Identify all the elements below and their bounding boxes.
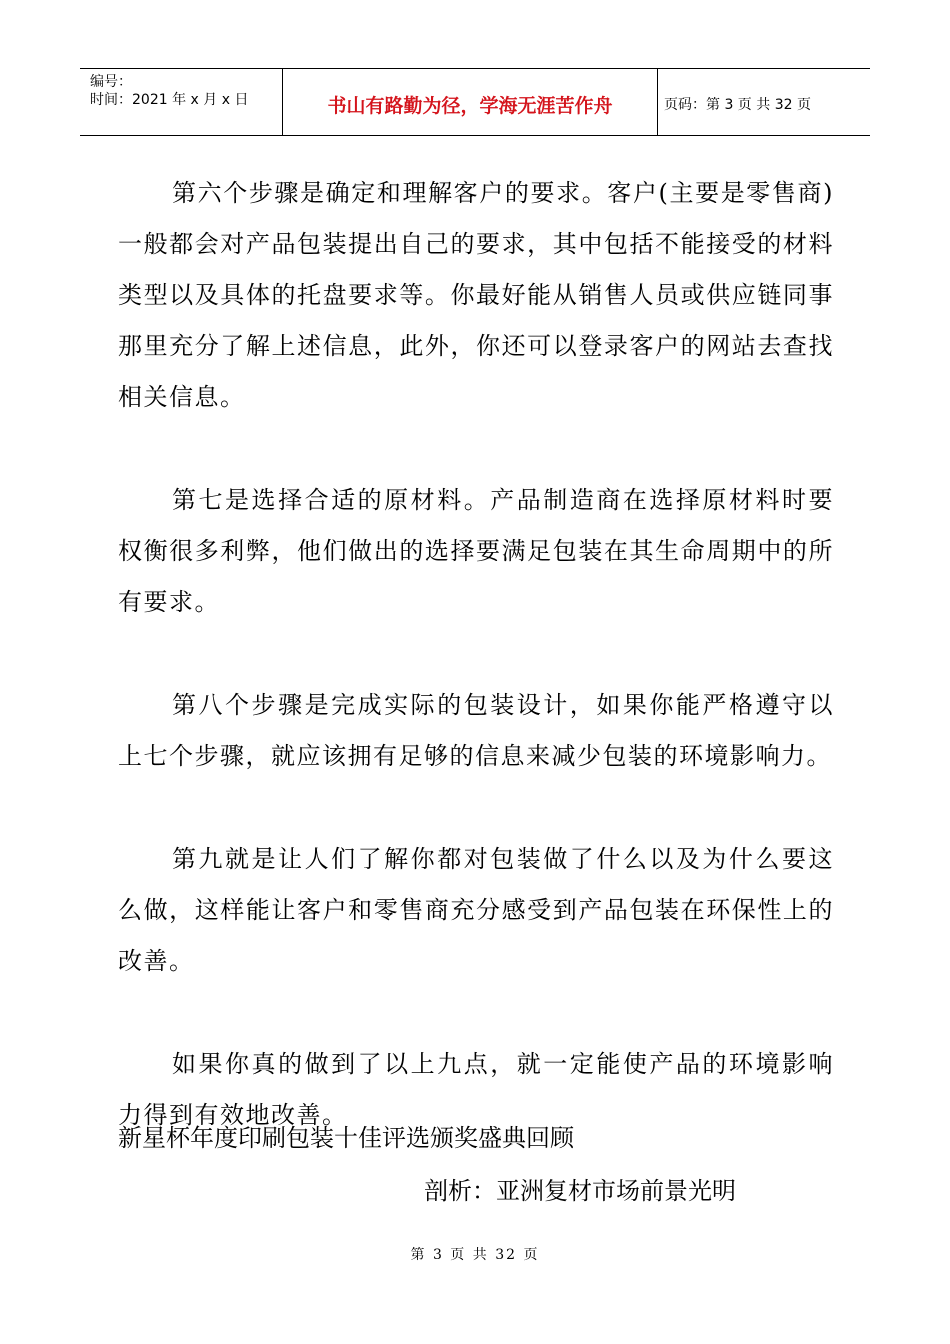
paragraph-step-six: 第六个步骤是确定和理解客户的要求。客户(主要是零售商)一般都会对产品包装提出自己的要求，其中包括不能接受的材料类型以及具体的托盘要求等。你最好能从销售人员或供应链同事那里充分了解上述信息，此外，你还可以登录客户的网站去查找相关信息。: [118, 179, 834, 411]
page-header: [80, 68, 870, 136]
paragraph-step-eight: 第八个步骤是完成实际的包装设计，如果你能严格遵守以上七个步骤，就应该拥有足够的信息来减少包装的环境影响力。: [118, 691, 834, 770]
header-page-info: 页码：第 3 页 共 32 页: [664, 97, 811, 113]
header-meta: [80, 69, 283, 135]
header-motto: 书山有路勤为径，学海无涯苦作舟: [283, 69, 658, 135]
page-footer: 第 3 页 共 32 页: [410, 1247, 540, 1263]
related-article-subtitle: 剖析：亚洲复材市场前景光明: [424, 1177, 736, 1205]
time-label: 时间：2021 年 x 月 x 日: [90, 92, 249, 108]
document-body: [118, 168, 834, 1141]
paragraph-conclusion: 如果你真的做到了以上九点，就一定能使产品的环境影响力得到有效地改善。: [118, 1050, 834, 1129]
paragraph-step-seven: 第七是选择合适的原材料。产品制造商在选择原材料时要权衡很多利弊，他们做出的选择要满足包装在其生命周期中的所有要求。: [118, 486, 834, 616]
number-label: 编号：: [90, 74, 132, 90]
related-article-title: 新星杯年度印刷包装十佳评选颁奖盛典回顾: [118, 1124, 574, 1152]
paragraph-step-nine: 第九就是让人们了解你都对包装做了什么以及为什么要这么做，这样能让客户和零售商充分感受到产品包装在环保性上的改善。: [118, 845, 834, 975]
